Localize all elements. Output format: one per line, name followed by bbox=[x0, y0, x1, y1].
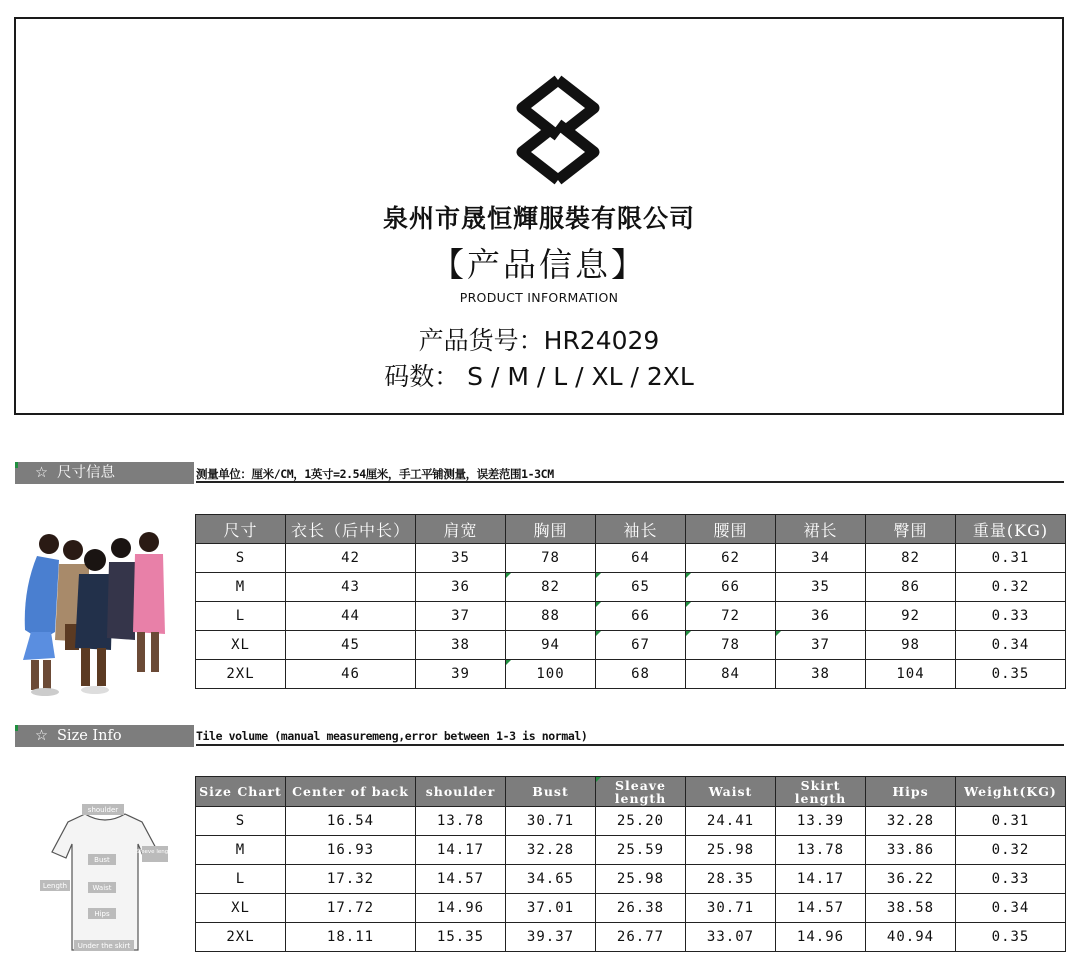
table-row bbox=[196, 660, 1066, 689]
measurement-note-cn: 测量单位：厘米/CM，1英寸=2.54厘米，手工平铺测量，误差范围1-3CM bbox=[196, 467, 554, 481]
size-table-cn bbox=[195, 514, 1066, 689]
table-header-row bbox=[196, 515, 1066, 544]
table-cell: 45 bbox=[286, 631, 416, 660]
table-cell: 78 bbox=[506, 544, 596, 573]
product-model-number: 产品货号：HR24029 bbox=[418, 326, 660, 355]
table-cell: 82 bbox=[866, 544, 956, 573]
table-cell: 0.34 bbox=[956, 894, 1066, 923]
table-cell: S bbox=[196, 544, 286, 573]
table-cell: 25.20 bbox=[596, 807, 686, 836]
table-cell: 14.17 bbox=[776, 865, 866, 894]
table-cell: 14.96 bbox=[416, 894, 506, 923]
table-cell: 0.33 bbox=[956, 865, 1066, 894]
table-row bbox=[196, 807, 1066, 836]
table-cell: 37 bbox=[776, 631, 866, 660]
table-cell: 2XL bbox=[196, 923, 286, 952]
table-cell: 14.57 bbox=[416, 865, 506, 894]
size-table-en bbox=[195, 776, 1066, 952]
table-cell: 46 bbox=[286, 660, 416, 689]
table-cell: 0.31 bbox=[956, 807, 1066, 836]
table-header-row bbox=[196, 777, 1066, 807]
table-cell: 13.39 bbox=[776, 807, 866, 836]
diagram-label: Hips bbox=[94, 910, 110, 918]
column-header: 衣长（后中长） bbox=[286, 515, 416, 544]
table-cell: 24.41 bbox=[686, 807, 776, 836]
table-row bbox=[196, 923, 1066, 952]
table-cell: 66 bbox=[686, 573, 776, 602]
diagram-label: Bust bbox=[94, 856, 110, 864]
table-cell: 35 bbox=[416, 544, 506, 573]
column-header: 重量(KG) bbox=[956, 515, 1066, 544]
table-cell: 65 bbox=[596, 573, 686, 602]
table-cell: 14.96 bbox=[776, 923, 866, 952]
table-cell: 39 bbox=[416, 660, 506, 689]
table-cell: 0.35 bbox=[956, 923, 1066, 952]
table-row bbox=[196, 602, 1066, 631]
table-cell: XL bbox=[196, 631, 286, 660]
table-cell: 78 bbox=[686, 631, 776, 660]
table-cell: 44 bbox=[286, 602, 416, 631]
table-cell: 25.59 bbox=[596, 836, 686, 865]
table-cell: 0.32 bbox=[956, 573, 1066, 602]
table-cell: 62 bbox=[686, 544, 776, 573]
table-cell: 100 bbox=[506, 660, 596, 689]
table-cell: 36.22 bbox=[866, 865, 956, 894]
diagram-label: Length bbox=[42, 882, 68, 890]
section-divider bbox=[196, 744, 1064, 746]
table-cell: 37.01 bbox=[506, 894, 596, 923]
table-cell: 25.98 bbox=[596, 865, 686, 894]
table-cell: 34 bbox=[776, 544, 866, 573]
table-cell: 38.58 bbox=[866, 894, 956, 923]
table-cell: 15.35 bbox=[416, 923, 506, 952]
table-cell: 32.28 bbox=[506, 836, 596, 865]
column-header: Size Chart bbox=[196, 777, 286, 807]
table-cell: 42 bbox=[286, 544, 416, 573]
column-header: Hips bbox=[866, 777, 956, 807]
size-measurement-diagram bbox=[30, 800, 180, 960]
column-header: 尺寸 bbox=[196, 515, 286, 544]
column-header: shoulder bbox=[416, 777, 506, 807]
table-cell: 0.34 bbox=[956, 631, 1066, 660]
section-divider bbox=[196, 481, 1064, 483]
size-info-tab-cn bbox=[15, 462, 194, 484]
column-header: 臀围 bbox=[866, 515, 956, 544]
table-cell: 13.78 bbox=[416, 807, 506, 836]
column-header: 袖长 bbox=[596, 515, 686, 544]
table-cell: 37 bbox=[416, 602, 506, 631]
table-cell: 68 bbox=[596, 660, 686, 689]
table-cell: 30.71 bbox=[686, 894, 776, 923]
star-icon: ☆ bbox=[35, 465, 48, 481]
table-row bbox=[196, 836, 1066, 865]
table-cell: 34.65 bbox=[506, 865, 596, 894]
table-cell: 14.57 bbox=[776, 894, 866, 923]
star-icon: ☆ bbox=[35, 728, 48, 744]
column-header: Bust bbox=[506, 777, 596, 807]
table-cell: 38 bbox=[416, 631, 506, 660]
column-header: 腰围 bbox=[686, 515, 776, 544]
table-cell: 2XL bbox=[196, 660, 286, 689]
table-cell: 36 bbox=[776, 602, 866, 631]
table-cell: 104 bbox=[866, 660, 956, 689]
available-sizes: 码数： S / M / L / XL / 2XL bbox=[384, 362, 694, 391]
table-cell: 35 bbox=[776, 573, 866, 602]
table-cell: L bbox=[196, 865, 286, 894]
table-cell: S bbox=[196, 807, 286, 836]
column-header: Waist bbox=[686, 777, 776, 807]
table-cell: 98 bbox=[866, 631, 956, 660]
table-cell: 66 bbox=[596, 602, 686, 631]
header-panel bbox=[14, 17, 1064, 415]
table-cell: 40.94 bbox=[866, 923, 956, 952]
table-cell: 88 bbox=[506, 602, 596, 631]
table-cell: 26.38 bbox=[596, 894, 686, 923]
table-cell: 0.32 bbox=[956, 836, 1066, 865]
table-cell: 25.98 bbox=[686, 836, 776, 865]
table-cell: 43 bbox=[286, 573, 416, 602]
table-cell: 14.17 bbox=[416, 836, 506, 865]
size-info-tab-label: 尺寸信息 bbox=[57, 465, 115, 481]
diagram-label: Under the skirt bbox=[77, 942, 131, 950]
table-cell: 94 bbox=[506, 631, 596, 660]
table-cell: 86 bbox=[866, 573, 956, 602]
column-header: Sleave length bbox=[596, 777, 686, 807]
table-cell: XL bbox=[196, 894, 286, 923]
table-cell: 72 bbox=[686, 602, 776, 631]
table-cell: 92 bbox=[866, 602, 956, 631]
table-cell: 38 bbox=[776, 660, 866, 689]
table-row bbox=[196, 631, 1066, 660]
diagram-label: shoulder bbox=[87, 806, 119, 814]
size-info-tab-en bbox=[15, 725, 194, 747]
column-header: 裙长 bbox=[776, 515, 866, 544]
document-title: 【产品信息】 bbox=[431, 245, 647, 284]
table-cell: 16.93 bbox=[286, 836, 416, 865]
table-cell: M bbox=[196, 573, 286, 602]
table-cell: 0.35 bbox=[956, 660, 1066, 689]
table-row bbox=[196, 894, 1066, 923]
table-cell: 32.28 bbox=[866, 807, 956, 836]
table-cell: L bbox=[196, 602, 286, 631]
column-header: Skirt length bbox=[776, 777, 866, 807]
table-cell: 13.78 bbox=[776, 836, 866, 865]
table-row bbox=[196, 573, 1066, 602]
table-cell: 82 bbox=[506, 573, 596, 602]
table-cell: 0.33 bbox=[956, 602, 1066, 631]
company-logo-icon bbox=[514, 74, 602, 186]
column-header: 肩宽 bbox=[416, 515, 506, 544]
column-header: Weight(KG) bbox=[956, 777, 1066, 807]
table-cell: 33.86 bbox=[866, 836, 956, 865]
table-cell: 16.54 bbox=[286, 807, 416, 836]
measurement-note-en: Tile volume (manual measuremeng,error between 1-3 is normal) bbox=[196, 729, 588, 743]
size-info-tab-label: Size Info bbox=[57, 728, 122, 744]
table-cell: 18.11 bbox=[286, 923, 416, 952]
table-cell: 64 bbox=[596, 544, 686, 573]
column-header: Center of back bbox=[286, 777, 416, 807]
diagram-label: Waist bbox=[92, 884, 112, 892]
company-name: 泉州市晟恒輝服裝有限公司 bbox=[382, 204, 695, 233]
table-cell: 28.35 bbox=[686, 865, 776, 894]
table-cell: 17.32 bbox=[286, 865, 416, 894]
product-models-photo bbox=[15, 520, 185, 698]
table-row bbox=[196, 544, 1066, 573]
document-subtitle: PRODUCT INFORMATION bbox=[459, 290, 619, 305]
table-cell: 67 bbox=[596, 631, 686, 660]
table-cell: 30.71 bbox=[506, 807, 596, 836]
table-cell: 36 bbox=[416, 573, 506, 602]
table-cell: 17.72 bbox=[286, 894, 416, 923]
table-row bbox=[196, 865, 1066, 894]
table-cell: 39.37 bbox=[506, 923, 596, 952]
table-cell: 33.07 bbox=[686, 923, 776, 952]
table-cell: 0.31 bbox=[956, 544, 1066, 573]
diagram-label: Sleeve length bbox=[136, 849, 174, 855]
column-header: 胸围 bbox=[506, 515, 596, 544]
table-cell: 84 bbox=[686, 660, 776, 689]
table-cell: 26.77 bbox=[596, 923, 686, 952]
table-cell: M bbox=[196, 836, 286, 865]
